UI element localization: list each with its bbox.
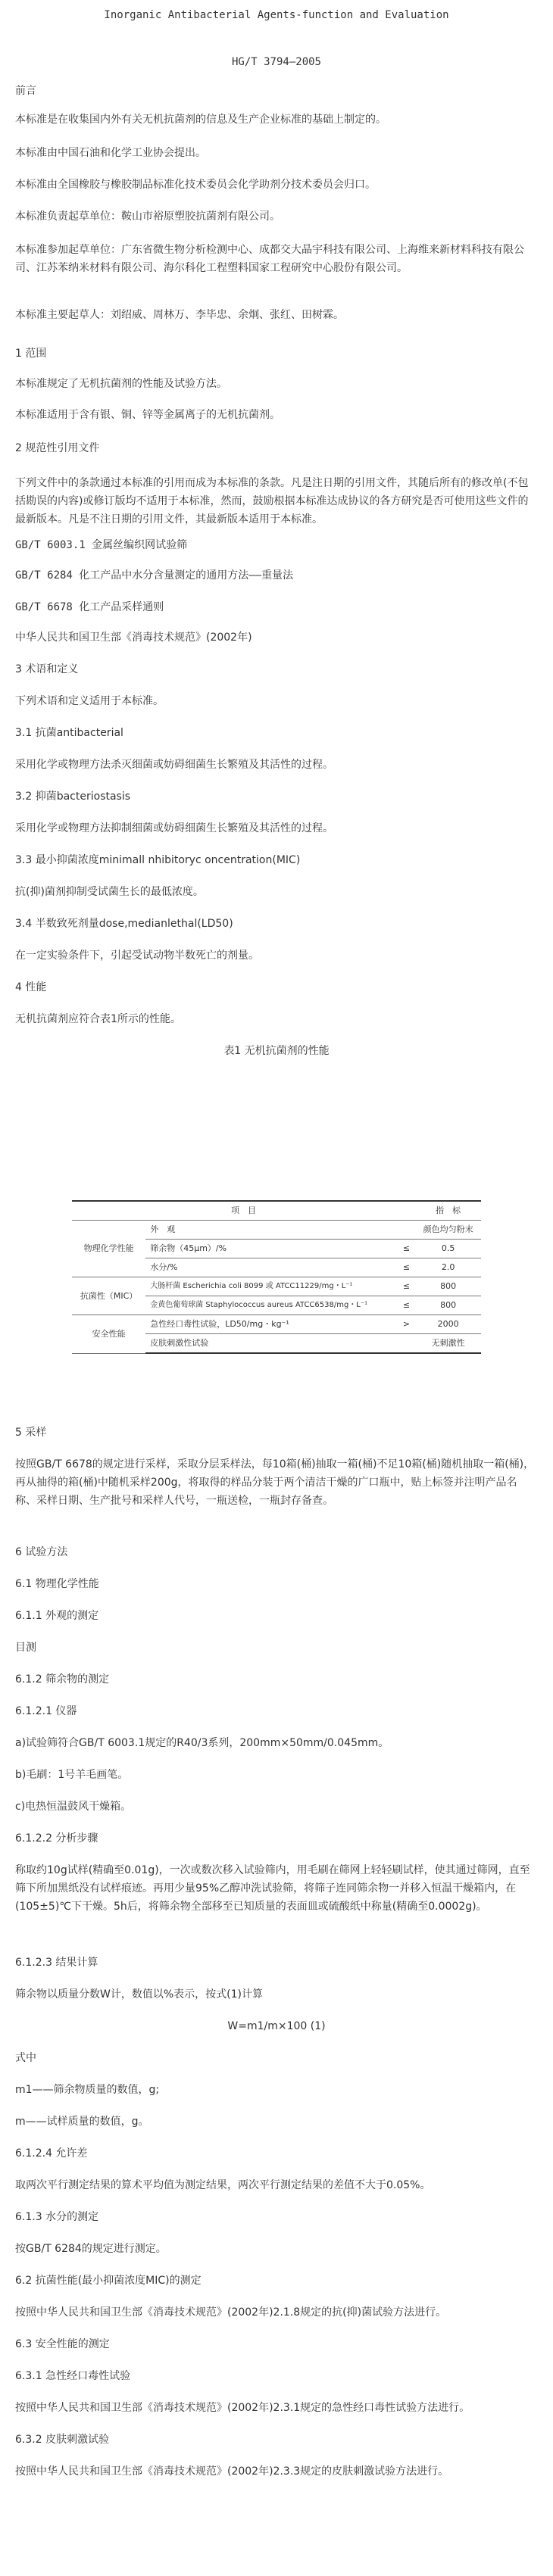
section-heading: 3 术语和定义 (15, 663, 79, 675)
table-row: 抗菌性（MIC） 大肠杆菌 Escherichia coli 8099 或 ATCC11229/mg・L⁻¹ ≤ 800 (72, 1277, 481, 1296)
paragraph: 本标准规定了无机抗菌剂的性能及试验方法。 (15, 378, 227, 390)
paragraph: 本标准负责起草单位：鞍山市裕原塑胶抗菌剂有限公司。 (15, 211, 280, 223)
table-header: 指 标 (415, 1201, 481, 1221)
list-item: a)试验筛符合GB/T 6003.1规定的R40/3系列，200mm×50mm/0.045mm。 (15, 1737, 389, 1749)
paragraph: m——试样质量的数值，g。 (15, 2116, 149, 2128)
list-item: c)电热恒温鼓风干燥箱。 (15, 1801, 132, 1813)
paragraph: m1——筛余物质量的数值，g; (15, 2084, 160, 2096)
performance-table (72, 1200, 481, 1354)
section-heading: 5 采样 (15, 1427, 47, 1439)
subsection-heading: 6.1.2.4 允许差 (15, 2147, 88, 2160)
paragraph: 按GB/T 6284的规定进行测定。 (15, 2243, 167, 2255)
reference-item: GB/T 6003.1 金属丝编织网试验筛 (15, 539, 188, 551)
paragraph: 式中 (15, 2052, 36, 2064)
section-heading: 1 范围 (15, 348, 47, 360)
paragraph: 本标准参加起草单位：广东省微生物分析检测中心、成都交大晶宇科技有限公司、上海维来新材料科技有限公司、江苏苯纳米材料有限公司、海尔科化工程塑料国家工程研究中心股份有限公司。 (15, 244, 524, 274)
table-row: 皮肤刺激性试验 无刺激性 (72, 1334, 481, 1354)
paragraph: 按照中华人民共和国卫生部《消毒技术规范》(2002年)2.3.3规定的皮肤刺激试验方法进行。 (15, 2465, 449, 2478)
reference-item: GB/T 6284 化工产品中水分含量测定的通用方法——重量法 (15, 569, 294, 582)
subsection-heading: 6.3.1 急性经口毒性试验 (15, 2370, 131, 2382)
paragraph: 称取约10g试样(精确至0.01g)，一次或数次移入试验筛内，用毛刷在筛网上轻轻刷试样，使其通过筛网，直至筛下所加黑纸没有试样痕迹。再用少量95%乙醇冲洗试验筛，将筛子连同筛余物一并移入恒温干燥箱内，在(105±5)℃下干燥。5h后，将筛余物全部移至已知质量的表面皿或硫酸纸中称量(精确至0.0002g)。 (15, 1864, 530, 1913)
term-heading: 3.3 最小抑菌浓度minimall nhibitoryc oncentration(MIC) (15, 854, 301, 866)
paragraph: 按照GB/T 6678的规定进行采样，采取分层采样法，每10箱(桶)抽取一箱(桶)不足10箱(桶)随机抽取一箱(桶)，再从抽得的箱(桶)中随机采样200g，将取得的样品分装于两个清洁干燥的广口瓶中，贴上标签并注明产品名称、采样日期、生产批号和采样人代号，一瓶送检，一瓶封存备查。 (15, 1458, 535, 1507)
paragraph: 下列文件中的条款通过本标准的引用而成为本标准的条款。凡是注日期的引用文件，其随后所有的修改单(不包括勘误的内容)或修订版均不适用于本标准，然而，鼓励根据本标准达成协议的各方研究是否可使用这些文件的最新版本。凡是不注日期的引用文件，其最新版本适用于本标准。 (15, 477, 529, 525)
paragraph: 采用化学或物理方法抑制细菌或妨碍细菌生长繁殖及其活性的过程。 (15, 822, 333, 834)
paragraph: 本标准适用于含有银、铜、锌等金属离子的无机抗菌剂。 (15, 409, 280, 421)
subsection-heading: 6.1 物理化学性能 (15, 1578, 99, 1590)
term-heading: 3.4 半数致死剂量dose,medianlethal(LD50) (15, 918, 233, 930)
paragraph: 筛余物以质量分数W计，数值以%表示，按式(1)计算 (15, 1988, 263, 2001)
table-header: 项 目 (72, 1201, 415, 1221)
table-row: 安全性能 急性经口毒性试验，LD50/mg・kg⁻¹ > 2000 (72, 1315, 481, 1334)
section-heading: 4 性能 (15, 981, 47, 993)
subsection-heading: 6.1.2.3 结果计算 (15, 1957, 98, 1969)
paragraph: 本标准是在收集国内外有关无机抗菌剂的信息及生产企业标准的基础上制定的。 (15, 114, 386, 126)
subsection-heading: 6.1.3 水分的测定 (15, 2211, 99, 2223)
term-heading: 3.2 抑菌bacteriostasis (15, 791, 131, 803)
table-caption: 表1 无机抗菌剂的性能 (223, 1045, 330, 1057)
reference-item: GB/T 6678 化工产品采样通则 (15, 601, 164, 613)
subsection-heading: 6.1.1 外观的测定 (15, 1610, 99, 1622)
table-row: 金黄色葡萄球菌 Staphylococcus aureus ATCC6538/mg・L⁻¹ ≤ 800 (72, 1296, 481, 1315)
paragraph: 本标准由中国石油和化学工业协会提出。 (15, 147, 206, 159)
subsection-heading: 6.1.2.2 分析步骤 (15, 1832, 98, 1845)
subsection-heading: 6.2 抗菌性能(最小抑菌浓度MIC)的测定 (15, 2275, 202, 2287)
list-item: b)毛刷：1号羊毛画笔。 (15, 1769, 129, 1781)
term-heading: 3.1 抗菌antibacterial (15, 727, 123, 739)
subsection-heading: 6.1.2 筛余物的测定 (15, 1673, 110, 1686)
subsection-heading: 6.3.2 皮肤刺激试验 (15, 2434, 110, 2446)
paragraph: 目测 (15, 1642, 36, 1654)
section-heading: 2 规范性引用文件 (15, 442, 100, 454)
table-row: 筛余物（45μm）/% ≤ 0.5 (72, 1240, 481, 1258)
subsection-heading: 6.3 安全性能的测定 (15, 2338, 110, 2350)
paragraph: 本标准由全国橡胶与橡胶制品标准化技术委员会化学助剂分技术委员会归口。 (15, 179, 376, 191)
paragraph: 下列术语和定义适用于本标准。 (15, 695, 164, 707)
paragraph: 取两次平行测定结果的算术平均值为测定结果，两次平行测定结果的差值不大于0.05%。 (15, 2179, 431, 2191)
formula: W=m1/m×100 (1) (227, 2020, 326, 2032)
paragraph: 无机抗菌剂应符合表1所示的性能。 (15, 1013, 181, 1025)
paragraph: 按照中华人民共和国卫生部《消毒技术规范》(2002年)2.1.8规定的抗(抑)菌试验方法进行。 (15, 2306, 447, 2319)
table-row: 物理化学性能 外 观 颜色均匀粉末 (72, 1221, 481, 1240)
section-foreword: 前言 (15, 85, 36, 97)
paragraph: 按照中华人民共和国卫生部《消毒技术规范》(2002年)2.3.1规定的急性经口毒性试验方法进行。 (15, 2402, 470, 2414)
paragraph: 在一定实验条件下，引起受试动物半数死亡的剂量。 (15, 950, 259, 962)
subsection-heading: 6.1.2.1 仪器 (15, 1705, 77, 1717)
document-title: Inorganic Antibacterial Agents-function and Evaluation (104, 9, 449, 21)
table-row: 水分/% ≤ 2.0 (72, 1258, 481, 1277)
section-heading: 6 试验方法 (15, 1546, 68, 1558)
reference-item: 中华人民共和国卫生部《消毒技术规范》(2002年) (15, 632, 252, 644)
paragraph: 采用化学或物理方法杀灭细菌或妨碍细菌生长繁殖及其活性的过程。 (15, 759, 333, 771)
paragraph: 本标准主要起草人：刘绍威、周林万、李毕忠、余炯、张红、田树霖。 (15, 309, 344, 321)
paragraph: 抗(抑)菌剂抑制受试菌生长的最低浓度。 (15, 886, 204, 898)
standard-number: HG/T 3794—2005 (231, 56, 321, 68)
